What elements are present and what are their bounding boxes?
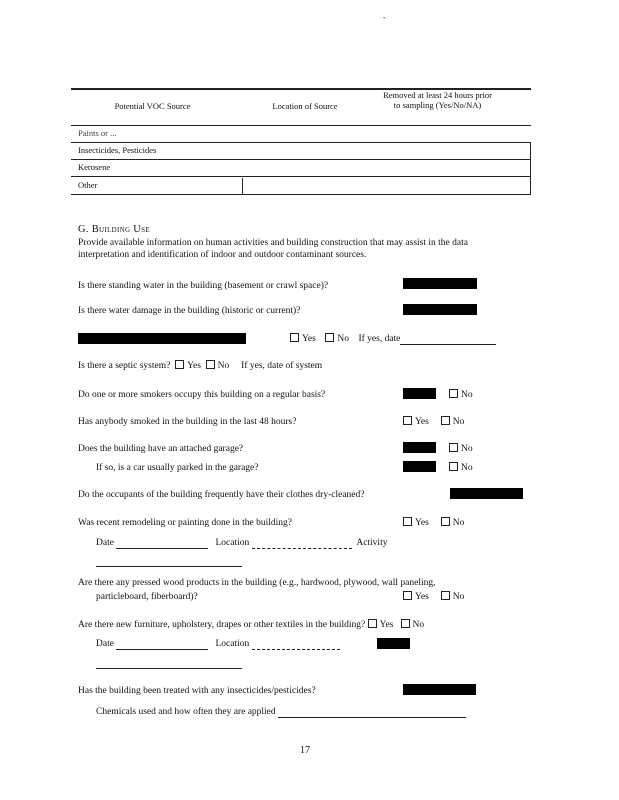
header-mark: - (383, 13, 386, 22)
no-checkbox[interactable] (449, 389, 458, 398)
date-field[interactable] (400, 335, 496, 345)
redaction-box (403, 304, 477, 315)
no-label: No (461, 463, 473, 473)
yes-checkbox[interactable] (403, 591, 412, 600)
no-label: No (452, 518, 465, 528)
answer-no (449, 389, 473, 401)
textiles-field-line (96, 668, 242, 669)
date-label: Date (96, 639, 114, 649)
table-row-label: Other (78, 180, 98, 190)
table-entry-line (244, 176, 310, 177)
table-row-label: Paints or ... (78, 128, 117, 138)
question-smoked-48h: Has anybody smoked in the building in the last 48 hours? (78, 417, 297, 427)
date-field[interactable] (116, 539, 208, 549)
no-label: No (461, 390, 473, 400)
yes-checkbox[interactable] (175, 360, 184, 369)
table-header-source: Potential VOC Source (114, 101, 191, 111)
no-checkbox[interactable] (449, 443, 458, 452)
yes-checkbox[interactable] (368, 619, 377, 628)
no-checkbox[interactable] (206, 360, 215, 369)
no-label: No (452, 417, 465, 427)
no-checkbox[interactable] (449, 462, 458, 471)
question-water-damage: Is there water damage in the building (historic or current)? (78, 306, 301, 316)
yes-label: Yes (415, 592, 429, 602)
question-pressed-wood-line2: particleboard, fiberboard)? (96, 592, 198, 602)
date-label: Date (96, 538, 114, 548)
no-label: No (461, 444, 473, 454)
redaction-box (403, 461, 436, 472)
question-dry-cleaned: Do the occupants of the building frequently have their clothes dry-cleaned? (78, 490, 365, 500)
answer-row (403, 591, 464, 603)
question-pesticides: Has the building been treated with any insecticides/pesticides? (78, 686, 316, 696)
yes-label: Yes (415, 518, 429, 528)
yes-label: Yes (187, 361, 201, 371)
chemicals-label: Chemicals used and how often they are applied (96, 707, 276, 717)
table-header-location: Location of Source (272, 101, 338, 111)
question-garage: Does the building have an attached garage? (78, 444, 244, 454)
redaction-box (78, 333, 246, 344)
table-col-divider (242, 178, 243, 194)
location-label: Location (215, 538, 250, 548)
question-chemicals-used (96, 706, 466, 718)
question-septic (78, 360, 322, 372)
question-septic-label: Is there a septic system? (78, 361, 171, 371)
answer-no (449, 443, 473, 455)
yes-label: Yes (379, 620, 394, 630)
answer-row (403, 416, 464, 428)
no-label: No (452, 592, 465, 602)
yes-checkbox[interactable] (403, 416, 412, 425)
no-label: No (412, 620, 425, 630)
answer-row (290, 333, 496, 345)
table-bottom-rule (71, 194, 531, 195)
table-row-label: Kerosene (78, 162, 111, 172)
question-new-furniture (78, 619, 424, 631)
question-remodeling: Was recent remodeling or painting done in the building? (78, 518, 292, 528)
location-label: Location (215, 639, 250, 649)
question-pressed-wood-line1: Are there any pressed wood products in the building (e.g., hardwood, plywood, wall paneling, (78, 578, 436, 588)
location-field[interactable] (252, 640, 340, 650)
table-row-rule (71, 159, 531, 160)
chemicals-field[interactable] (278, 708, 466, 718)
no-checkbox[interactable] (441, 416, 450, 425)
no-checkbox[interactable] (325, 333, 334, 342)
question-smokers: Do one or more smokers occupy this building on a regular basis? (78, 390, 326, 400)
table-header-rule (71, 125, 531, 126)
yes-checkbox[interactable] (290, 333, 299, 342)
table-header-removed: Removed at least 24 hours prior to sampling (Yes/No/NA) (383, 90, 492, 110)
if-yes-date-label: If yes, date (358, 334, 401, 344)
yes-label: Yes (302, 334, 316, 344)
question-standing-water: Is there standing water in the building (basement or crawl space)? (78, 281, 329, 291)
no-label: No (337, 334, 349, 344)
redaction-box (403, 442, 436, 453)
answer-row (403, 517, 464, 529)
no-label: No (217, 361, 230, 371)
yes-checkbox[interactable] (403, 517, 412, 526)
answer-no (449, 462, 473, 474)
if-yes-label: If yes, date of system (241, 361, 323, 371)
redaction-box (403, 684, 476, 695)
no-checkbox[interactable] (441, 591, 450, 600)
remodeling-details (96, 537, 387, 549)
section-g-heading: G. Building Use (78, 224, 150, 235)
question-new-furniture-label: Are there new furniture, upholstery, drapes or other textiles in the building? (78, 620, 366, 630)
question-car-parked: If so, is a car usually parked in the garage? (96, 463, 259, 473)
location-field[interactable] (252, 539, 352, 549)
table-row-rule (71, 142, 531, 143)
redaction-box (403, 278, 477, 289)
date-field[interactable] (116, 640, 208, 650)
furniture-details (96, 638, 340, 650)
page-number: 17 (300, 745, 310, 756)
section-g-intro: Provide available information on human activities and building construction that may assist in the data interpretation and identification of indoor and outdoor contaminant sources. (78, 238, 468, 260)
no-checkbox[interactable] (441, 517, 450, 526)
redaction-box (377, 638, 410, 649)
activity-field-line (96, 566, 242, 567)
no-checkbox[interactable] (401, 619, 410, 628)
table-right-border (530, 142, 531, 194)
yes-label: Yes (415, 417, 429, 427)
redaction-box (450, 488, 523, 499)
table-row-label: Insecticides, Pesticides (78, 145, 157, 155)
redaction-box (403, 388, 436, 399)
activity-label: Activity (356, 538, 388, 548)
